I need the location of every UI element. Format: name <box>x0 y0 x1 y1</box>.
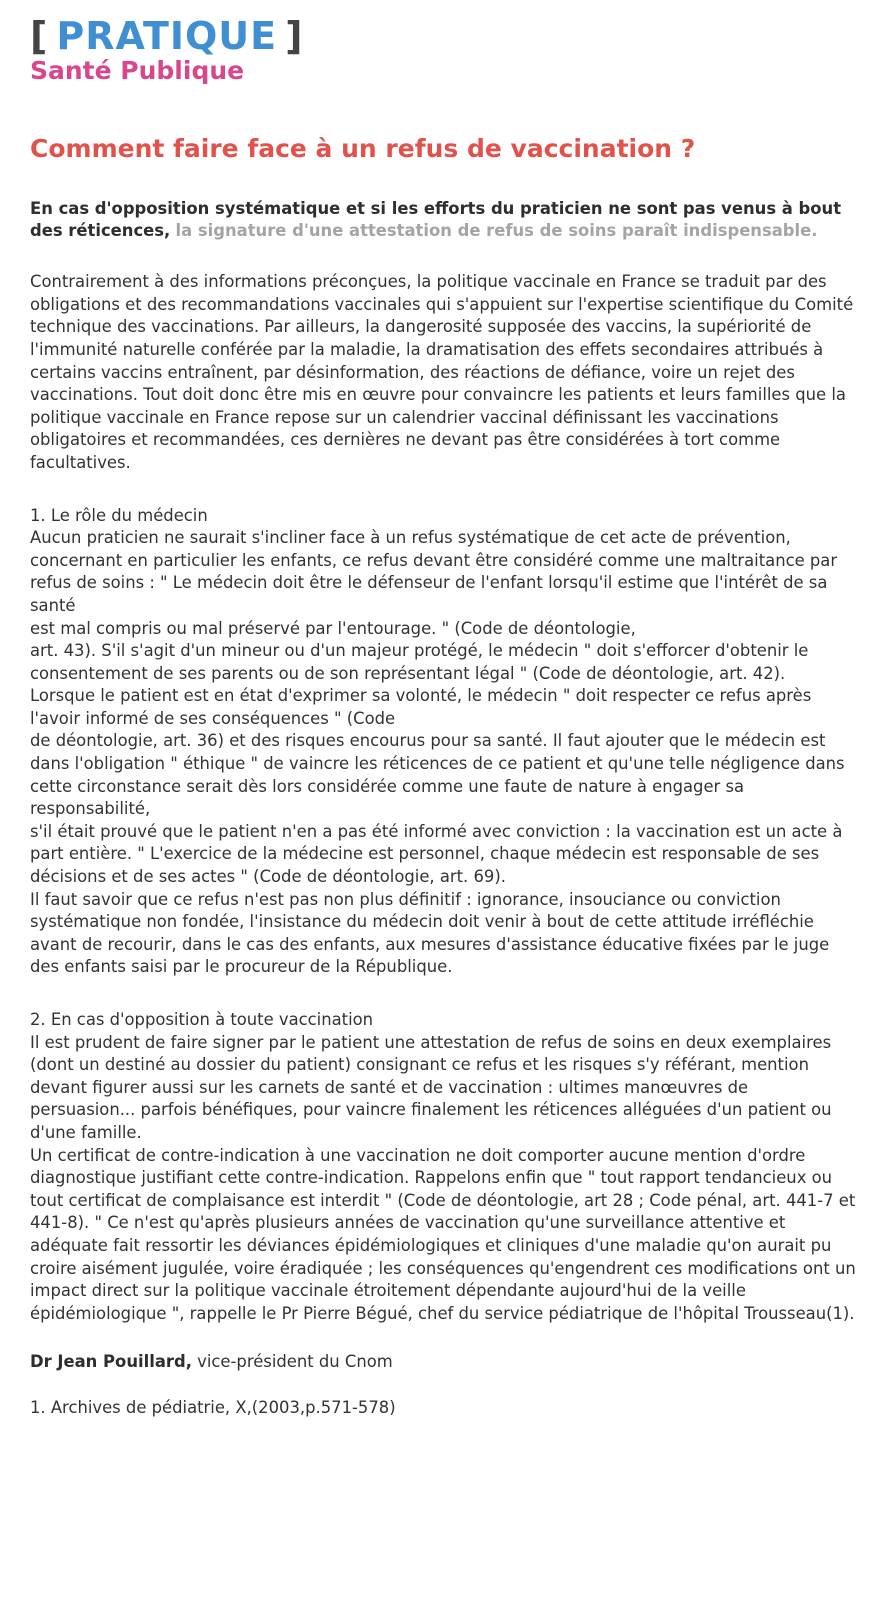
section2-line: Un certificat de contre-indication à une vaccination ne doit comporter aucune mention d'ordre diagnostique justifiant cette contre-indication. Rappelons enfin que " tout rapport tendancieux ou tout certificat de complaisance est interdit " (Code de déontologie, art 28 ; Code pénal, art. 441-7 et 441-8). " Ce n'est qu'après plusieurs années de vaccination qu'une surveillance attentive et adéquate fait ressortir les déviances épidémiologiques et cliniques d'une maladie qu'on aurait pu croire aisément jugulée, voire éradiquée ; les conséquences qu'engendrent ces modifications ont un impact direct sur la politique vaccinale étroitement dépendante aujourd'hui de la veille épidémiologique ", rappelle le Pr Pierre Bégué, chef du service pédiatrique de l'hôpital Trousseau(1). <box>30 1145 856 1323</box>
section1-line: art. 43). S'il s'agit d'un mineur ou d'un majeur protégé, le médecin " doit s'efforcer d'obtenir le consentement de ses parents ou de son représentant légal " (Code de déontologie, art. 42). <box>30 641 809 683</box>
section-name: PRATIQUE <box>56 14 278 58</box>
section-heading-opposition: 2. En cas d'opposition à toute vaccination <box>30 1010 374 1029</box>
section-heading-role: 1. Le rôle du médecin <box>30 505 208 525</box>
section1-line: Lorsque le patient est en état d'exprimer sa volonté, le médecin " doit respecter ce refus après l'avoir informé de ses conséquences " (Code <box>30 686 812 728</box>
section1-line: s'il était prouvé que le patient n'en a pas été informé avec conviction : la vaccination est un acte à part entière. " L'exercice de la médecine est personnel, chaque médecin est responsable de ses décisions et de ses actes " (Code de déontologie, art. 69). <box>30 821 843 887</box>
author-name: Dr Jean Pouillard, <box>30 1352 192 1372</box>
bracket-close: ] <box>285 14 304 58</box>
bracket-open: [ <box>30 14 49 58</box>
article-body <box>30 271 857 1325</box>
section1-line: Aucun praticien ne saurait s'incliner face à un refus systématique de cet acte de prévention, concernant en particulier les enfants, ce refus devant être considéré comme une maltraitance par refus de soins : " Le médecin doit être le défenseur de l'enfant lorsqu'il estime que l'intérêt de sa santé <box>30 528 838 615</box>
section1-line: est mal compris ou mal préservé par l'entourage. " (Code de déontologie, <box>30 618 636 638</box>
lead-grey: la signature d'une attestation de refus de soins paraît indispensable. <box>175 220 818 240</box>
subsection-name: Santé Publique <box>30 56 245 85</box>
section2-line: Il est prudent de faire signer par le patient une attestation de refus de soins en deux exemplaires (dont un destiné au dossier du patient) consignant ce refus et les risques s'y référant, mention devant figurer aussi sur les carnets de santé et de vaccination : ultimes manœuvres de persuasion... parfois bénéfiques, pour vaincre finalement les réticences alléguées d'un patient ou d'une famille. <box>30 1032 832 1142</box>
section1-line: de déontologie, art. 36) et des risques encourus pour sa santé. Il faut ajouter que le médecin est dans l'obligation " éthique " de vaincre les réticences de ce patient et qu'une telle négligence dans cette circonstance serait dès lors considérée comme une faute de nature à engager sa responsabilité, <box>30 731 845 819</box>
section1-line: Il faut savoir que ce refus n'est pas non plus définitif : ignorance, insouciance ou conviction systématique non fondée, l'insistance du médecin doit venir à bout de cette attitude irréfléchie avant de recourir, dans le cas des enfants, aux mesures d'assistance éducative fixées par le juge des enfants saisi par le procureur de la République. <box>30 889 830 977</box>
author-role: vice-président du Cnom <box>191 1352 393 1372</box>
article-title: Comment faire face à un refus de vaccination ? <box>30 134 696 163</box>
author-signature <box>30 1351 857 1373</box>
footnote: 1. Archives de pédiatrie, X,(2003,p.571-578) <box>30 1398 396 1418</box>
section-banner <box>30 14 857 58</box>
intro-paragraph: Contrairement à des informations préconçues, la politique vaccinale en France se traduit par des obligations et des recommandations vaccinales qui s'appuient sur l'expertise scientifique du Comité technique des vaccinations. Par ailleurs, la dangerosité supposée des vaccins, la supériorité de l'immunité naturelle conférée par la maladie, la dramatisation des effets secondaires attribués à certains vaccins entraînent, par désinformation, des réactions de défiance, voire un rejet des vaccinations. Tout doit donc être mis en œuvre pour convaincre les patients et leurs familles que la politique vaccinale en France repose sur un calendrier vaccinal définissant les vaccinations obligatoires et recommandées, ces dernières ne devant pas être considérées à tort comme facultatives. <box>30 272 854 472</box>
lead-strong: En cas d'opposition systématique et si les efforts du praticien ne sont pas venus à bout des réticences, <box>30 199 842 240</box>
article-lead <box>30 198 857 241</box>
